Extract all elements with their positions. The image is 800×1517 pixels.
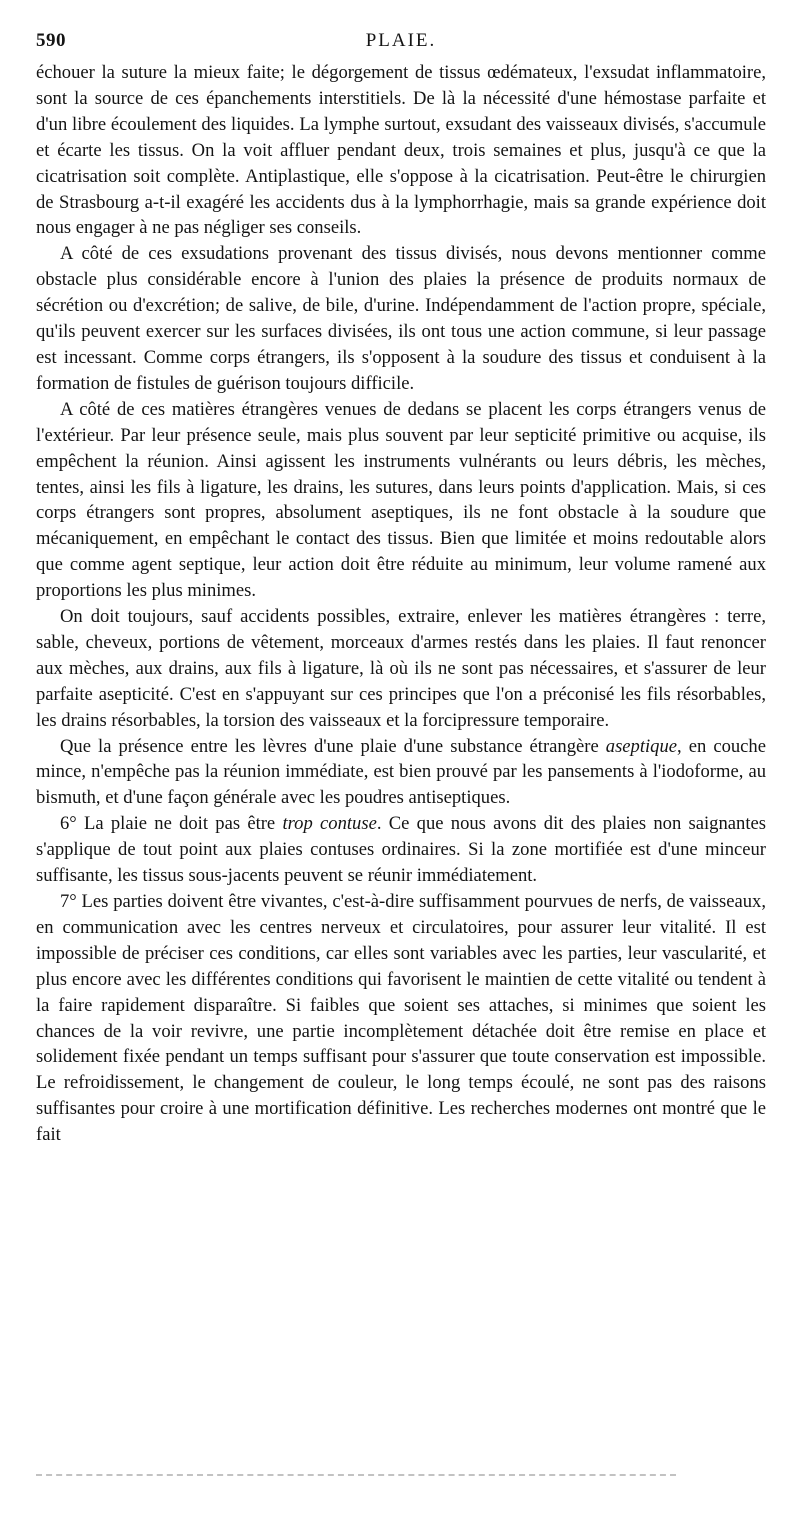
paragraph-3: A côté de ces matières étrangères venues de dedans se placent les corps étrangers venus de l'extérieur. Par leur présence seule, mais plus souvent par leur septicité primitive ou acquise, ils empêchent la réunion. Ainsi agissent les instruments vulnérants ou leurs débris, les mèches, tentes, ainsi les fils à ligature, les drains, les sutures, dans leurs points d'application. Mais, si ces corps étrangers sont propres, absolument aseptiques, ils ne font obstacle à la soudure que mécaniquement, en empêchant le contact des tissus. Bien que limitée et moins redoutable alors que comme agent septique, leur action doit être réduite au minimum, leur volume ramené aux proportions les plus minimes. [36, 398, 766, 602]
footer-rule [36, 1474, 676, 1476]
page-header [36, 30, 766, 56]
running-title: PLAIE. [365, 30, 437, 51]
paragraph-6-text-end: . Ce que nous avons dit des plaies non saignantes s'applique de tout point aux plaies contuses ordinaires. Si la zone mortifiée est d'une minceur suffisante, les tissus sous-jacents peuvent se réunir immédiatement. [36, 813, 766, 887]
paragraph-5-emphasis: aseptique [605, 735, 678, 757]
paragraph-6-emphasis: trop contuse [282, 813, 377, 835]
book-page [36, 30, 766, 1148]
paragraph-2: A côté de ces exsudations provenant des tissus divisés, nous devons mentionner comme obstacle plus considérable encore à l'union des plaies la présence de produits normaux de sécrétion ou d'excrétion; de salive, de bile, d'urine. Indépendamment de l'action propre, spéciale, qu'ils peuvent exercer sur les surfaces divisées, ils ont tous une action commune, si leur passage est incessant. Comme corps étrangers, ils s'opposent à la soudure des tissus et conduisent à la formation de fistules de guérison toujours difficile. [36, 243, 766, 394]
paragraph-7: 7° Les parties doivent être vivantes, c'est-à-dire suffisamment pourvues de nerfs, de vaisseaux, en communication avec les centres nerveux et circulatoires, pour assurer leur vitalité. Il est impossible de préciser ces conditions, car elles sont variables avec les parties, leur vascularité, et plus encore avec les différentes conditions qui favorisent le maintien de cette vitalité ou tendent à la faire rapidement disparaître. Si faibles que soient ses attaches, si minimes que soient les chances de la voir revivre, une partie incomplètement détachée doit être remise en place et solidement fixée pendant un temps suffisant pour s'assurer que toute conservation est impossible. Le refroidissement, le changement de couleur, le long temps écoulé, ne sont pas des raisons suffisantes pour croire à une mortification définitive. Les recherches modernes ont montré que le fait [36, 891, 766, 1146]
paragraph-6 [36, 811, 766, 889]
paragraph-4: On doit toujours, sauf accidents possibles, extraire, enlever les matières étrangères : terre, sable, cheveux, portions de vêtement, morceaux d'armes restés dans les plaies. Il faut renoncer aux mèches, aux drains, aux fils à ligature, là où ils ne sont pas nécessaires, et s'assurer de leur parfaite asepticité. C'est en s'appuyant sur ces principes que l'on a préconisé les fils résorbables, les drains résorbables, la torsion des vaisseaux et la forcipressure temporaire. [36, 606, 766, 731]
paragraph-5-text-end: , en couche mince, n'empêche pas la réunion immédiate, est bien prouvé par les pansements à l'iodoforme, au bismuth, et d'une façon générale avec les poudres antiseptiques. [36, 735, 766, 809]
paragraph-5 [36, 734, 766, 812]
paragraph-5-text-start: Que la présence entre les lèvres d'une plaie d'une substance étrangère [60, 735, 606, 757]
page-number: 590 [36, 30, 66, 51]
paragraph-6-text-start: 6° La plaie ne doit pas être [60, 813, 283, 835]
paragraph-1: échouer la suture la mieux faite; le dégorgement de tissus œdémateux, l'exsudat inflammatoire, sont la source de ces épanchements interstitiels. De là la nécessité d'une hémostase parfaite et d'un libre écoulement des liquides. La lymphe surtout, exsudant des vaisseaux divisés, s'accumule et écarte les tissus. On la voit affluer pendant deux, trois semaines et plus, jusqu'à ce que la cicatrisation soit complète. Antiplastique, elle s'oppose à la cicatrisation. Peut-être le chirurgien de Strasbourg a-t-il exagéré les accidents dus à la lymphorrhagie, mais sa grande expérience doit nous engager à ne pas négliger ses conseils. [36, 62, 766, 239]
